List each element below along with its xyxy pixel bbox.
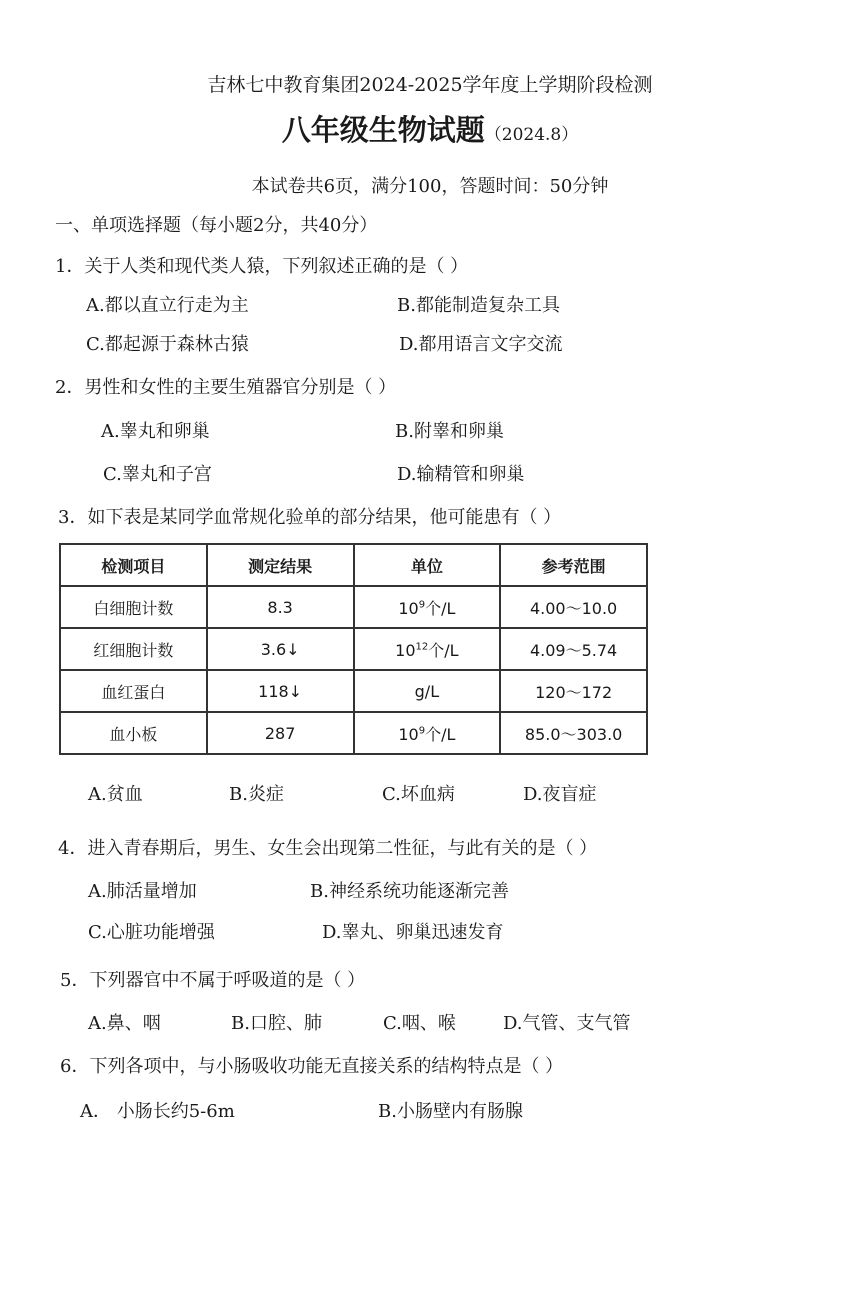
question-3-stem: 3．如下表是某同学血常规化验单的部分结果，他可能患有（ ） <box>58 507 562 528</box>
table-cell-result: 287 <box>207 712 354 754</box>
table-cell-item: 血红蛋白 <box>60 670 207 712</box>
table-cell-unit <box>354 712 501 754</box>
table-cell-result: 118↓ <box>207 670 354 712</box>
unit-rest: 个/L <box>425 724 456 744</box>
question-4-option-c: C.心脏功能增强 <box>88 922 215 943</box>
table-row <box>60 628 647 670</box>
table-cell-unit <box>354 628 501 670</box>
unit-base: 10 <box>395 640 416 660</box>
table-cell-result: 8.3 <box>207 586 354 628</box>
exam-date: （2024.8） <box>484 125 579 145</box>
question-1-option-d: D.都用语言文字交流 <box>399 334 563 355</box>
table-header-cell: 单位 <box>354 544 501 586</box>
table-header-cell: 参考范围 <box>500 544 647 586</box>
question-5-option-d: D.气管、支气管 <box>503 1013 631 1034</box>
table-cell-item: 红细胞计数 <box>60 628 207 670</box>
table-cell-result: 3.6↓ <box>207 628 354 670</box>
question-4-option-d: D.睾丸、卵巢迅速发育 <box>322 922 504 943</box>
table-cell-range: 120～172 <box>500 670 647 712</box>
question-5-option-c: C.咽、喉 <box>383 1013 456 1034</box>
table-cell-unit <box>354 586 501 628</box>
question-1-option-c: C.都起源于森林古猿 <box>86 334 249 355</box>
school-heading: 吉林七中教育集团2024-2025学年度上学期阶段检测 <box>207 74 653 96</box>
unit-rest: 个/L <box>428 640 459 660</box>
question-5-option-a: A.鼻、咽 <box>88 1013 161 1034</box>
question-3-option-c: C.坏血病 <box>382 784 455 805</box>
question-3-option-b: B.炎症 <box>229 784 284 805</box>
table-header-row <box>60 544 647 586</box>
table-cell-item: 白细胞计数 <box>60 586 207 628</box>
question-2-option-d: D.输精管和卵巢 <box>397 464 525 485</box>
question-1-option-a: A.都以直立行走为主 <box>86 295 249 316</box>
question-6-stem: 6．下列各项中，与小肠吸收功能无直接关系的结构特点是（ ） <box>60 1056 564 1077</box>
table-cell-item: 血小板 <box>60 712 207 754</box>
question-2-option-c: C.睾丸和子宫 <box>103 464 212 485</box>
question-5-option-b: B.口腔、肺 <box>231 1013 322 1034</box>
question-4-option-a: A.肺活量增加 <box>88 881 197 902</box>
table-header-cell: 检测项目 <box>60 544 207 586</box>
unit-exponent: 9 <box>418 725 426 737</box>
table-row <box>60 670 647 712</box>
unit-rest: 个/L <box>425 598 456 618</box>
section-heading: 一、单项选择题（每小题2分，共40分） <box>55 215 378 236</box>
table-row <box>60 712 647 754</box>
question-2-option-a: A.睾丸和卵巢 <box>101 421 210 442</box>
question-6-option-a: A． 小肠长约5-6m <box>80 1101 235 1122</box>
table-cell-unit <box>354 670 501 712</box>
unit-base: 10 <box>398 598 419 618</box>
question-3-option-a: A.贫血 <box>88 784 143 805</box>
exam-title: 八年级生物试题 <box>281 113 485 147</box>
question-2-stem: 2．男性和女性的主要生殖器官分别是（ ） <box>55 377 397 398</box>
unit-exponent: 9 <box>418 599 426 611</box>
question-2-option-b: B.附睾和卵巢 <box>395 421 504 442</box>
table-header-cell: 测定结果 <box>207 544 354 586</box>
question-4-stem: 4．进入青春期后，男生、女生会出现第二性征，与此有关的是（ ） <box>58 838 598 859</box>
question-4-option-b: B.神经系统功能逐渐完善 <box>310 881 509 902</box>
question-1-option-b: B.都能制造复杂工具 <box>397 295 560 316</box>
table-cell-range: 4.00～10.0 <box>500 586 647 628</box>
table-row <box>60 586 647 628</box>
unit-exponent: 12 <box>415 641 429 653</box>
unit-base: g/L <box>414 681 440 701</box>
exam-title-block <box>0 108 860 149</box>
question-3-option-d: D.夜盲症 <box>523 784 597 805</box>
unit-base: 10 <box>398 724 419 744</box>
table-cell-range: 85.0～303.0 <box>500 712 647 754</box>
question-1-stem: 1．关于人类和现代类人猿，下列叙述正确的是（ ） <box>55 256 469 277</box>
exam-info: 本试卷共6页，满分100，答题时间：50分钟 <box>251 176 609 197</box>
table-cell-range: 4.09～5.74 <box>500 628 647 670</box>
blood-test-table <box>59 543 648 755</box>
question-6-option-b: B.小肠壁内有肠腺 <box>378 1101 523 1122</box>
question-5-stem: 5．下列器官中不属于呼吸道的是（ ） <box>60 970 366 991</box>
